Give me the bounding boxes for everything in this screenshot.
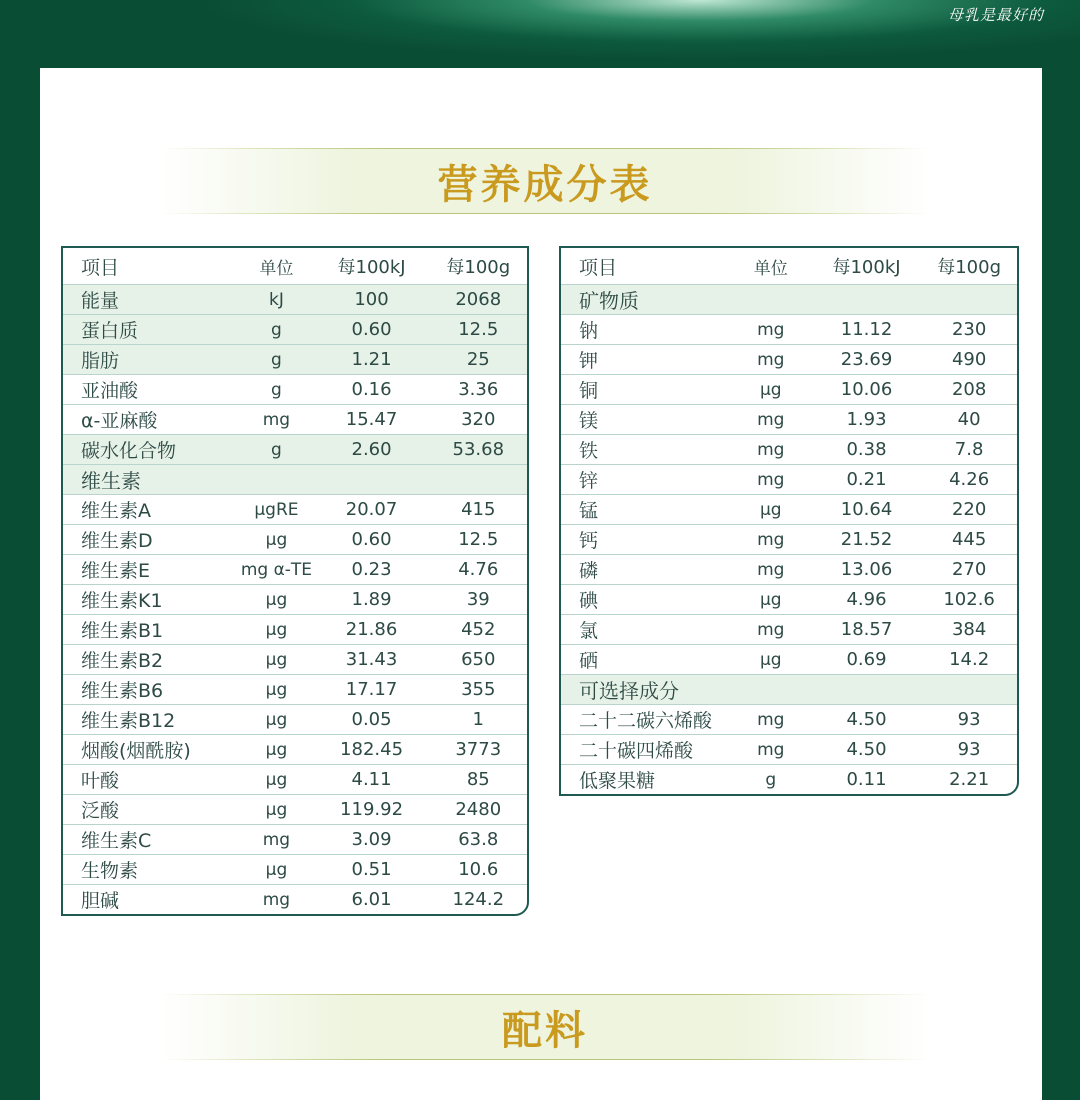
value-per-100g: 445 — [921, 525, 1017, 555]
nutrient-unit: μgRE — [239, 495, 313, 525]
value-per-100g — [921, 285, 1017, 315]
value-per-100kj: 18.57 — [812, 615, 921, 645]
table-row — [561, 615, 1017, 645]
nutrient-name: 矿物质 — [561, 285, 730, 315]
nutrient-unit: mg — [730, 405, 812, 435]
nutrient-name: 生物素 — [63, 855, 239, 885]
nutrient-unit: μg — [239, 735, 313, 765]
value-per-100kj — [812, 675, 921, 705]
table-row — [63, 465, 527, 495]
nutrient-name: 氯 — [561, 615, 730, 645]
value-per-100kj: 10.06 — [812, 375, 921, 405]
value-per-100kj: 1.89 — [314, 585, 430, 615]
nutrient-unit — [730, 675, 812, 705]
value-per-100kj: 17.17 — [314, 675, 430, 705]
header-unit: 单位 — [730, 248, 812, 285]
value-per-100kj: 0.21 — [812, 465, 921, 495]
header-unit: 单位 — [239, 248, 313, 285]
value-per-100kj: 23.69 — [812, 345, 921, 375]
value-per-100g — [430, 465, 527, 495]
value-per-100kj: 1.93 — [812, 405, 921, 435]
nutrient-unit: μg — [239, 795, 313, 825]
value-per-100kj: 4.50 — [812, 735, 921, 765]
value-per-100kj: 0.11 — [846, 769, 887, 790]
value-per-100g: 14.2 — [921, 645, 1017, 675]
table-row — [63, 675, 527, 705]
value-per-100kj: 21.52 — [812, 525, 921, 555]
table-row — [63, 885, 527, 915]
table-row — [63, 765, 527, 795]
table-row — [63, 825, 527, 855]
ingredients-title: 配料 — [502, 1007, 588, 1054]
nutrient-unit: g — [239, 375, 313, 405]
table-row — [63, 585, 527, 615]
nutrient-name: 泛酸 — [63, 795, 239, 825]
nutrient-name: 脂肪 — [63, 345, 239, 375]
value-per-100kj: 0.05 — [314, 705, 430, 735]
nutrient-unit: mg — [730, 615, 812, 645]
nutrient-name: 维生素E — [63, 555, 239, 585]
nutrient-unit: μg — [239, 645, 313, 675]
nutrient-unit: mg — [730, 465, 812, 495]
table-row — [561, 285, 1017, 315]
value-per-100g: 2480 — [430, 795, 527, 825]
nutrient-unit: μg — [730, 585, 812, 615]
nutrient-name: 维生素C — [63, 825, 239, 855]
value-per-100g: 93 — [921, 705, 1017, 735]
nutrient-unit: mg — [262, 889, 291, 910]
value-per-100kj: 2.60 — [314, 435, 430, 465]
value-per-100g: 230 — [921, 315, 1017, 345]
value-per-100g: 40 — [921, 405, 1017, 435]
value-per-100g: 12.5 — [430, 315, 527, 345]
nutrient-unit: mg — [730, 525, 812, 555]
table-row — [561, 465, 1017, 495]
value-per-100g: 2068 — [430, 285, 527, 315]
nutrient-unit: mg α-TE — [239, 555, 313, 585]
value-per-100kj: 0.51 — [314, 855, 430, 885]
header-per-100g: 每100g — [430, 248, 527, 285]
table-row — [561, 435, 1017, 465]
nutrient-unit: mg — [730, 345, 812, 375]
value-per-100g: 2.21 — [949, 769, 990, 790]
table-row — [63, 495, 527, 525]
nutrient-name: 二十二碳六烯酸 — [561, 705, 730, 735]
value-per-100g: 93 — [921, 735, 1017, 765]
value-per-100kj — [314, 465, 430, 495]
table-row — [63, 615, 527, 645]
nutrient-unit: kJ — [239, 285, 313, 315]
nutrient-name: 烟酸(烟酰胺) — [63, 735, 239, 765]
table-row — [63, 435, 527, 465]
value-per-100g: 4.26 — [921, 465, 1017, 495]
nutrient-name: 低聚果糖 — [579, 770, 656, 792]
nutrient-name: 镁 — [561, 405, 730, 435]
value-per-100kj: 1.21 — [314, 345, 430, 375]
nutrition-table-right — [559, 246, 1019, 796]
value-per-100kj: 0.23 — [314, 555, 430, 585]
value-per-100kj: 119.92 — [314, 795, 430, 825]
table-row — [561, 735, 1017, 765]
table-row — [63, 795, 527, 825]
value-per-100kj: 0.60 — [314, 525, 430, 555]
value-per-100g: 355 — [430, 675, 527, 705]
value-per-100g: 320 — [430, 405, 527, 435]
nutrient-name: 维生素B12 — [63, 705, 239, 735]
nutrient-unit: mg — [730, 555, 812, 585]
value-per-100kj: 4.96 — [812, 585, 921, 615]
content-panel — [40, 68, 1042, 1100]
nutrient-unit: μg — [239, 705, 313, 735]
value-per-100g: 10.6 — [430, 855, 527, 885]
value-per-100kj: 13.06 — [812, 555, 921, 585]
value-per-100g: 490 — [921, 345, 1017, 375]
nutrient-name: 铜 — [561, 375, 730, 405]
nutrient-unit — [239, 465, 313, 495]
nutrient-unit: μg — [730, 375, 812, 405]
table-header-row — [63, 248, 527, 285]
table-row — [561, 495, 1017, 525]
value-per-100g: 12.5 — [430, 525, 527, 555]
nutrient-name: 二十碳四烯酸 — [561, 735, 730, 765]
table-row — [63, 285, 527, 315]
value-per-100kj: 31.43 — [314, 645, 430, 675]
value-per-100kj: 4.11 — [314, 765, 430, 795]
table-row — [63, 705, 527, 735]
value-per-100kj: 10.64 — [812, 495, 921, 525]
nutrient-unit: μg — [239, 765, 313, 795]
table-row — [561, 405, 1017, 435]
table-row — [561, 675, 1017, 705]
nutrition-table-left — [61, 246, 529, 916]
value-per-100kj: 11.12 — [812, 315, 921, 345]
value-per-100g: 53.68 — [430, 435, 527, 465]
nutrient-name: 维生素 — [63, 465, 239, 495]
nutrient-name: 锌 — [561, 465, 730, 495]
value-per-100kj: 6.01 — [351, 889, 392, 910]
table-row — [63, 375, 527, 405]
table-row — [561, 315, 1017, 345]
header-item: 项目 — [561, 248, 730, 285]
value-per-100kj: 182.45 — [314, 735, 430, 765]
table-row — [63, 315, 527, 345]
nutrient-name: 维生素B6 — [63, 675, 239, 705]
nutrient-name: 碘 — [561, 585, 730, 615]
value-per-100g: 102.6 — [921, 585, 1017, 615]
value-per-100g: 220 — [921, 495, 1017, 525]
value-per-100kj — [812, 285, 921, 315]
table-row — [63, 555, 527, 585]
value-per-100kj: 15.47 — [314, 405, 430, 435]
table-row — [561, 525, 1017, 555]
value-per-100g: 7.8 — [921, 435, 1017, 465]
value-per-100g: 452 — [430, 615, 527, 645]
value-per-100kj: 100 — [314, 285, 430, 315]
nutrient-unit: μg — [730, 495, 812, 525]
header-item: 项目 — [63, 248, 239, 285]
nutrient-name: 可选择成分 — [561, 675, 730, 705]
table-row — [63, 855, 527, 885]
value-per-100g: 270 — [921, 555, 1017, 585]
value-per-100g: 124.2 — [452, 889, 505, 910]
value-per-100g: 85 — [430, 765, 527, 795]
header-per-100kj: 每100kJ — [314, 248, 430, 285]
nutrient-name: 维生素A — [63, 495, 239, 525]
nutrient-name: α-亚麻酸 — [63, 405, 239, 435]
nutrient-unit: μg — [239, 585, 313, 615]
table-row — [63, 405, 527, 435]
nutrient-unit: mg — [730, 735, 812, 765]
table-row — [561, 345, 1017, 375]
nutrient-name: 维生素K1 — [63, 585, 239, 615]
nutrient-unit: mg — [730, 315, 812, 345]
ingredients-title-band — [160, 994, 930, 1060]
header-per-100g: 每100g — [921, 248, 1017, 285]
value-per-100g: 3.36 — [430, 375, 527, 405]
value-per-100g: 415 — [430, 495, 527, 525]
nutrient-unit: g — [239, 315, 313, 345]
nutrient-unit — [730, 285, 812, 315]
table-row — [561, 645, 1017, 675]
value-per-100kj: 0.38 — [812, 435, 921, 465]
value-per-100kj: 0.60 — [314, 315, 430, 345]
table-row — [561, 555, 1017, 585]
nutrient-unit: μg — [730, 645, 812, 675]
nutrient-name: 铁 — [561, 435, 730, 465]
value-per-100kj: 21.86 — [314, 615, 430, 645]
nutrient-name: 钾 — [561, 345, 730, 375]
nutrient-name: 磷 — [561, 555, 730, 585]
table-row — [63, 525, 527, 555]
header-per-100kj: 每100kJ — [812, 248, 921, 285]
nutrition-title-band — [160, 148, 930, 214]
value-per-100g: 384 — [921, 615, 1017, 645]
value-per-100g: 208 — [921, 375, 1017, 405]
value-per-100g: 650 — [430, 645, 527, 675]
table-row — [63, 735, 527, 765]
nutrient-name: 钙 — [561, 525, 730, 555]
value-per-100g: 25 — [430, 345, 527, 375]
nutrient-name: 胆碱 — [81, 890, 120, 912]
value-per-100g: 1 — [430, 705, 527, 735]
nutrient-unit: g — [239, 345, 313, 375]
value-per-100g: 63.8 — [430, 825, 527, 855]
value-per-100g — [921, 675, 1017, 705]
nutrient-name: 维生素B1 — [63, 615, 239, 645]
table-row — [561, 585, 1017, 615]
nutrient-unit: μg — [239, 855, 313, 885]
nutrient-unit: mg — [730, 435, 812, 465]
nutrient-name: 亚油酸 — [63, 375, 239, 405]
value-per-100kj: 0.69 — [812, 645, 921, 675]
nutrient-unit: μg — [239, 615, 313, 645]
nutrient-name: 能量 — [63, 285, 239, 315]
nutrient-name: 蛋白质 — [63, 315, 239, 345]
nutrient-unit: g — [239, 435, 313, 465]
nutrient-name: 维生素B2 — [63, 645, 239, 675]
table-row — [561, 765, 1017, 795]
table-row — [561, 705, 1017, 735]
nutrient-unit: g — [765, 769, 777, 790]
table-row — [63, 345, 527, 375]
table-row — [63, 645, 527, 675]
nutrition-title: 营养成分表 — [437, 161, 653, 208]
value-per-100kj: 4.50 — [812, 705, 921, 735]
value-per-100g: 4.76 — [430, 555, 527, 585]
brand-slogan: 母乳是最好的 — [947, 6, 1044, 24]
nutrient-name: 维生素D — [63, 525, 239, 555]
value-per-100g: 39 — [430, 585, 527, 615]
nutrient-unit: mg — [239, 825, 313, 855]
nutrient-name: 锰 — [561, 495, 730, 525]
nutrient-name: 叶酸 — [63, 765, 239, 795]
nutrient-unit: mg — [239, 405, 313, 435]
value-per-100kj: 3.09 — [314, 825, 430, 855]
nutrient-unit: μg — [239, 675, 313, 705]
nutrient-unit: mg — [730, 705, 812, 735]
value-per-100g: 3773 — [430, 735, 527, 765]
nutrient-name: 钠 — [561, 315, 730, 345]
table-row — [561, 375, 1017, 405]
table-header-row — [561, 248, 1017, 285]
value-per-100kj: 0.16 — [314, 375, 430, 405]
nutrient-name: 碳水化合物 — [63, 435, 239, 465]
nutrient-name: 硒 — [561, 645, 730, 675]
value-per-100kj: 20.07 — [314, 495, 430, 525]
nutrient-unit: μg — [239, 525, 313, 555]
